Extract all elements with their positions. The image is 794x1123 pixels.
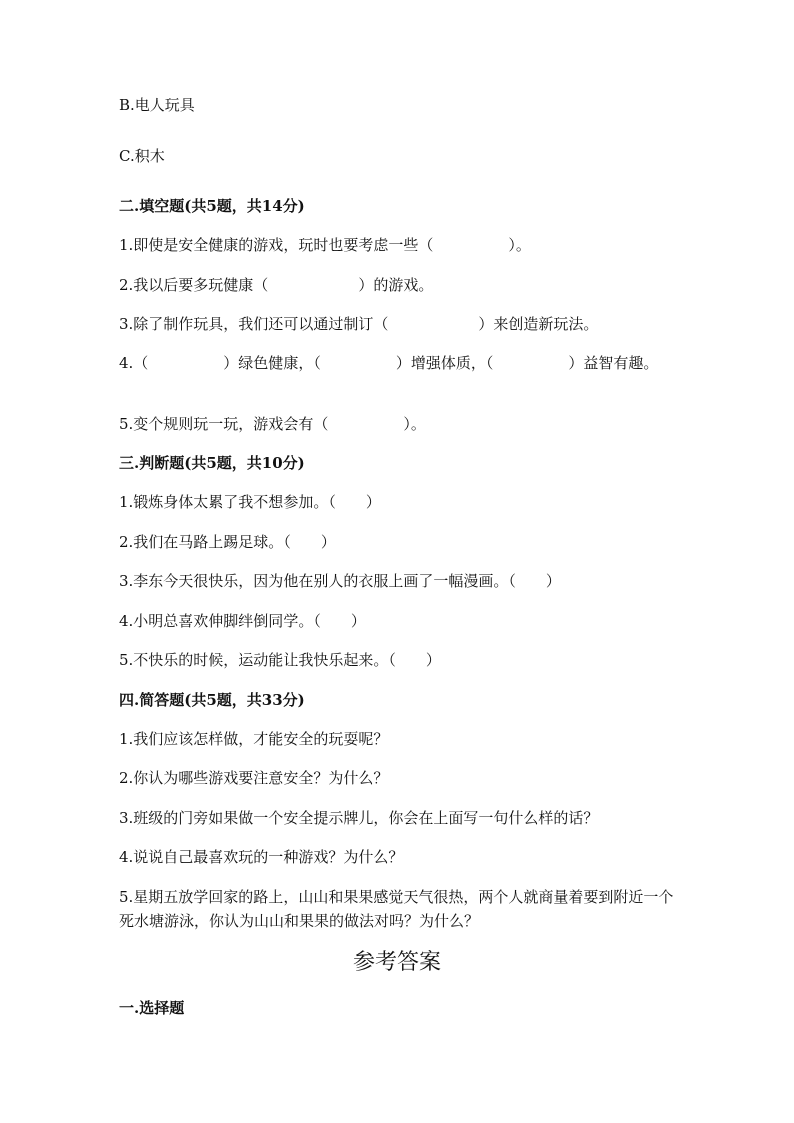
fill-item-2: 2.我以后要多玩健康（ ）的游戏。 [119,276,434,294]
section-4-heading: 四.简答题(共5题，共33分) [119,691,305,709]
judge-item-2: 2.我们在马路上踢足球。（ ） [119,533,336,551]
judge-item-5: 5.不快乐的时候，运动能让我快乐起来。（ ） [119,651,441,669]
short-answer-item-5: 5.星期五放学回家的路上，山山和果果感觉天气很热，两个人就商量着要到附近一个死水塘游泳，你认为山山和果果的做法对吗？为什么？ [119,888,674,930]
answers-section-1-heading: 一.选择题 [119,999,185,1017]
option-b: B.电人玩具 [119,96,195,114]
answers-title: 参考答案 [352,950,441,975]
short-answer-item-1: 1.我们应该怎样做，才能安全的玩耍呢？ [119,730,389,748]
section-2-heading: 二.填空题(共5题，共14分) [119,197,305,215]
judge-item-3: 3.李东今天很快乐，因为他在别人的衣服上画了一幅漫画。（ ） [119,572,561,590]
judge-item-1: 1.锻炼身体太累了我不想参加。（ ） [119,493,381,511]
judge-item-4: 4.小明总喜欢伸脚绊倒同学。（ ） [119,612,366,630]
fill-item-4: 4.（ ）绿色健康，（ ）增强体质，（ ）益智有趣。 [119,354,659,372]
short-answer-item-4: 4.说说自己最喜欢玩的一种游戏？为什么？ [119,848,404,866]
fill-item-1: 1.即使是安全健康的游戏，玩时也要考虑一些（ ）。 [119,236,531,254]
section-3-heading: 三.判断题(共5题，共10分) [119,454,305,472]
fill-item-5: 5.变个规则玩一玩，游戏会有（ ）。 [119,415,426,433]
short-answer-item-2: 2.你认为哪些游戏要注意安全？为什么？ [119,769,389,787]
fill-item-3: 3.除了制作玩具，我们还可以通过制订（ ）来创造新玩法。 [119,315,599,333]
short-answer-item-3: 3.班级的门旁如果做一个安全提示牌儿，你会在上面写一句什么样的话？ [119,809,599,827]
option-c: C.积木 [119,147,165,165]
